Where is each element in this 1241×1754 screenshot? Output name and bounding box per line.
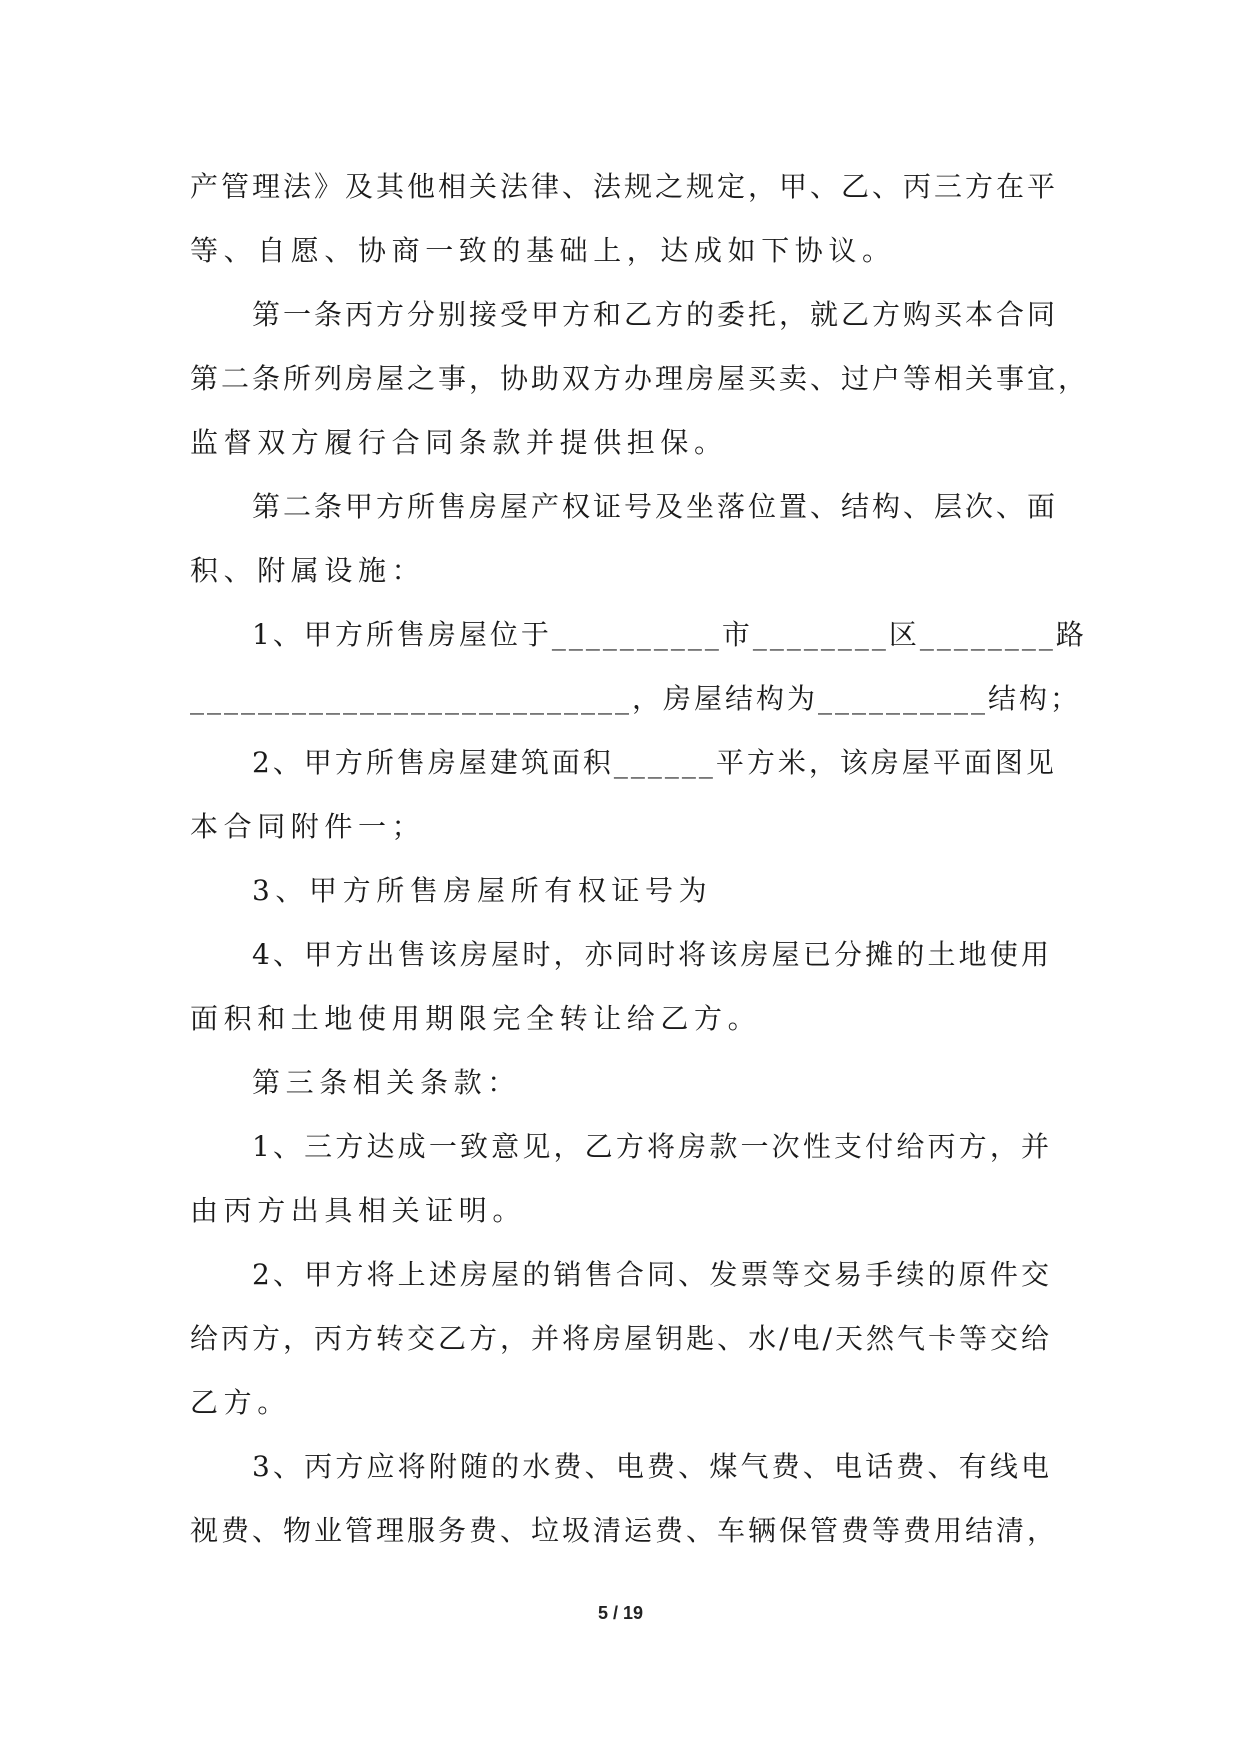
text-line: 第二条所列房屋之事，协助双方办理房屋买卖、过户等相关事宜，	[190, 362, 1090, 395]
text-line: __________________________，房屋结构为__________结构；	[190, 682, 1082, 715]
text-line: 由丙方出具相关证明。	[190, 1194, 527, 1227]
text-line: 面积和土地使用期限完全转让给乙方。	[190, 1002, 762, 1035]
text-line: 等、自愿、协商一致的基础上，达成如下协议。	[190, 234, 896, 267]
text-line: 产管理法》及其他相关法律、法规之规定，甲、乙、丙三方在平	[190, 170, 1059, 203]
text-line: 1、三方达成一致意见，乙方将房款一次性支付给丙方，并	[252, 1130, 1052, 1163]
text-line: 3、丙方应将附随的水费、电费、煤气费、电话费、有线电	[252, 1450, 1052, 1483]
text-line: 第三条相关条款：	[252, 1066, 521, 1099]
text-line: 监督双方履行合同条款并提供担保。	[190, 426, 728, 459]
text-line: 视费、物业管理服务费、垃圾清运费、车辆保管费等费用结清，	[190, 1514, 1059, 1547]
text-line: 第二条甲方所售房屋产权证号及坐落位置、结构、层次、面	[252, 490, 1059, 523]
text-line: 本合同附件一；	[190, 810, 426, 843]
text-line: 4、甲方出售该房屋时，亦同时将该房屋已分摊的土地使用	[252, 938, 1052, 971]
text-line: 乙方。	[190, 1386, 291, 1419]
page-number: 5 / 19	[597, 1603, 644, 1623]
text-line: 给丙方，丙方转交乙方，并将房屋钥匙、水/电/天然气卡等交给	[190, 1322, 1052, 1355]
text-line: 第一条丙方分别接受甲方和乙方的委托，就乙方购买本合同	[252, 298, 1059, 331]
contract-body	[190, 155, 1090, 1563]
text-line: 1、甲方所售房屋位于__________市________区________路	[252, 618, 1087, 651]
text-line: 2、甲方所售房屋建筑面积______平方米，该房屋平面图见	[252, 746, 1057, 779]
text-line: 2、甲方将上述房屋的销售合同、发票等交易手续的原件交	[252, 1258, 1052, 1291]
text-line: 积、附属设施：	[190, 554, 426, 587]
text-line: 3、甲方所售房屋所有权证号为	[252, 874, 713, 907]
